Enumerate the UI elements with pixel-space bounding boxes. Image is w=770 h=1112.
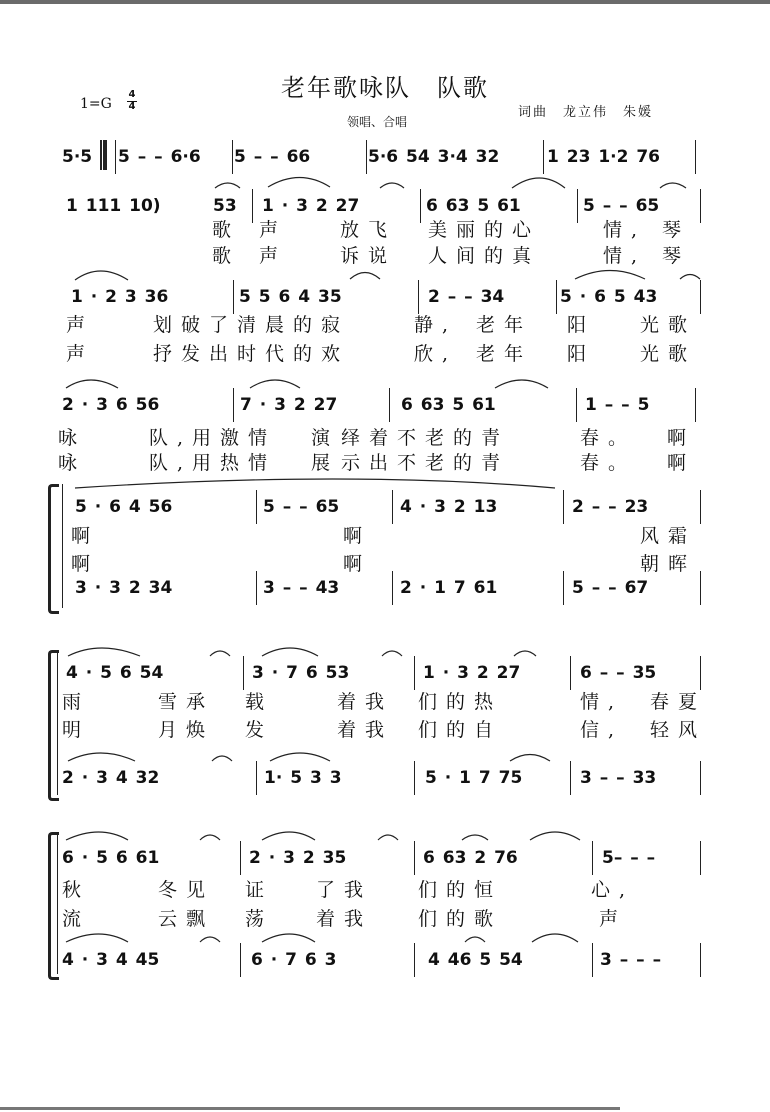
- note-group: 5 – – 65: [263, 497, 340, 517]
- lyric-text: 静,: [414, 314, 458, 336]
- note-group: 5·5: [62, 147, 93, 167]
- performance-note: 领唱、合唱: [347, 115, 408, 129]
- slur-long: [75, 479, 555, 488]
- lyric-text: 们的歌: [418, 908, 503, 930]
- slur: [66, 832, 128, 840]
- lyric-text: 风霜: [640, 525, 697, 547]
- lyric-text: 们的恒: [418, 879, 503, 901]
- song-title: 老年歌咏队 队歌: [281, 74, 489, 102]
- slur: [530, 832, 580, 840]
- lyric-text: 光歌: [640, 343, 697, 365]
- slur: [262, 648, 318, 656]
- note-group: 2 · 3 6 56: [62, 395, 160, 415]
- note-group: 5 – – 6·6: [118, 147, 201, 167]
- slur: [495, 380, 548, 388]
- slur: [350, 273, 380, 280]
- slur: [210, 651, 230, 656]
- lyric-text: 声: [66, 314, 95, 336]
- lyric-text: 流: [62, 908, 91, 930]
- lyric-text: 队,用激: [149, 427, 249, 449]
- lyric-text: 情: [248, 427, 277, 449]
- slur: [66, 934, 128, 942]
- slur: [465, 937, 485, 942]
- note-group: 3 – – 33: [580, 768, 657, 788]
- lyric-text: 诉说: [340, 245, 397, 267]
- note-group: 4 · 3 2 13: [400, 497, 498, 517]
- slur: [215, 183, 240, 188]
- slur: [575, 271, 645, 280]
- note-group: 5 – – 67: [572, 578, 649, 598]
- note-group: 4 · 3 4 45: [62, 950, 160, 970]
- note-group: 2 – – 34: [428, 287, 505, 307]
- note-group: 4 · 5 6 54: [66, 663, 164, 683]
- slur: [262, 934, 315, 942]
- lyric-text: 老年: [476, 314, 533, 336]
- slur: [514, 651, 536, 656]
- credits: 词曲 龙立伟 朱媛: [518, 105, 654, 120]
- lyric-text: 队,用热: [149, 452, 249, 474]
- lyric-text: 冬见: [158, 879, 215, 901]
- note-group: 2 · 3 4 32: [62, 768, 160, 788]
- lyric-text: 美丽的心: [428, 219, 541, 241]
- note-group: 5 5 6 4 35: [239, 287, 342, 307]
- lyric-text: 情,: [580, 691, 624, 713]
- note-group: 5 · 6 4 56: [75, 497, 173, 517]
- note-group: 6 – – 35: [580, 663, 657, 683]
- lyric-text: 声: [259, 245, 288, 267]
- lyric-text: 心,: [591, 879, 635, 901]
- note-group: 7 · 3 2 27: [240, 395, 338, 415]
- note-group: 5 · 6 5 43: [560, 287, 658, 307]
- note-group: 3 · 7 6 53: [252, 663, 350, 683]
- lyric-text: 朝晖: [640, 553, 697, 575]
- time-signature-bottom: 4: [128, 101, 136, 112]
- note-group: 2 – – 23: [572, 497, 649, 517]
- lyric-text: 光歌: [640, 314, 697, 336]
- note-group: 5 – – 66: [234, 147, 311, 167]
- lyric-text: 情,: [603, 219, 647, 241]
- lyric-text: 抒发出时代的欢: [153, 343, 350, 365]
- lyric-text: 啊: [343, 525, 372, 547]
- lyric-text: 啊: [343, 553, 372, 575]
- lyric-text: 春。: [580, 427, 637, 449]
- note-group: 4 46 5 54: [428, 950, 523, 970]
- note-group: 6 63 5 61: [426, 196, 521, 216]
- lyric-text: 云飘: [158, 908, 215, 930]
- slur: [382, 651, 402, 656]
- lyric-text: 们的自: [418, 719, 503, 741]
- lyric-text: 情,: [603, 245, 647, 267]
- lyric-text: 着我: [337, 691, 394, 713]
- lyric-text: 放飞: [340, 219, 397, 241]
- slur: [66, 380, 118, 388]
- lyric-text: 了我: [316, 879, 373, 901]
- lyric-text: 展: [311, 452, 340, 474]
- note-group: 5 · 1 7 75: [425, 768, 523, 788]
- lyric-text: 载: [245, 691, 274, 713]
- lyric-text: 春。: [580, 452, 637, 474]
- slur: [378, 835, 398, 840]
- note-group: 3 – – 43: [263, 578, 340, 598]
- lyric-text: 欣,: [414, 343, 458, 365]
- note-group: 1 · 3 2 27: [262, 196, 360, 216]
- lyric-text: 雨: [62, 691, 91, 713]
- note-group: 6 63 2 76: [423, 848, 518, 868]
- lyric-text: 月焕: [158, 719, 215, 741]
- lyric-text: 老年: [476, 343, 533, 365]
- lyric-text: 琴: [662, 219, 691, 241]
- slur: [532, 934, 578, 942]
- lyric-text: 信,: [580, 719, 624, 741]
- lyric-text: 秋: [62, 879, 91, 901]
- lyric-text: 阳: [567, 343, 596, 365]
- slur: [268, 178, 330, 188]
- slur: [68, 648, 140, 656]
- lyric-text: 咏: [58, 427, 87, 449]
- time-signature-top: 4: [128, 89, 136, 100]
- note-group: 5 – – 65: [583, 196, 660, 216]
- lyric-text: 声: [599, 908, 628, 930]
- lyric-text: 声: [259, 219, 288, 241]
- key-signature: 1=G: [80, 96, 112, 112]
- slur: [262, 832, 315, 840]
- note-group: 1 111 10): [66, 196, 161, 216]
- lyric-text: 着我: [337, 719, 394, 741]
- lyric-text: 人间的真: [428, 245, 541, 267]
- lyric-text: 啊: [667, 452, 696, 474]
- lyric-text: 阳: [567, 314, 596, 336]
- lyric-text: 们的热: [418, 691, 503, 713]
- note-group: 5·6 54 3·4 32: [368, 147, 500, 167]
- bottom-border: [0, 1107, 620, 1110]
- lyric-text: 绎着不老的青: [341, 427, 510, 449]
- note-group: 1 · 3 2 27: [423, 663, 521, 683]
- lyric-text: 歌: [212, 219, 241, 241]
- slur: [250, 380, 300, 388]
- lyric-text: 春夏: [650, 691, 707, 713]
- note-group: 3 · 3 2 34: [75, 578, 173, 598]
- lyric-text: 雪承: [158, 691, 215, 713]
- lyric-text: 发: [245, 719, 274, 741]
- lyric-text: 划破了清晨的寂: [153, 314, 350, 336]
- slur: [462, 835, 488, 840]
- lyric-text: 啊: [667, 427, 696, 449]
- lyric-text: 轻风: [650, 719, 707, 741]
- lyric-text: 明: [62, 719, 91, 741]
- slur: [660, 183, 686, 188]
- slur: [212, 756, 232, 761]
- lyric-text: 证: [245, 879, 274, 901]
- lyric-text: 着我: [316, 908, 373, 930]
- lyric-text: 荡: [245, 908, 274, 930]
- lyric-text: 啊: [71, 553, 100, 575]
- lyric-text: 演: [311, 427, 340, 449]
- lyric-text: 声: [66, 343, 95, 365]
- note-group: 3 – – –: [600, 950, 662, 970]
- note-group: 1 – – 5: [585, 395, 650, 415]
- note-group: 6 · 7 6 3: [251, 950, 337, 970]
- slur: [200, 835, 220, 840]
- note-group: 5– – –: [602, 848, 656, 868]
- lyric-text: 琴: [662, 245, 691, 267]
- slur: [200, 937, 220, 942]
- note-group: 2 · 3 2 35: [249, 848, 347, 868]
- note-group: 6 63 5 61: [401, 395, 496, 415]
- lyric-text: 示出不老的青: [341, 452, 510, 474]
- slur: [510, 755, 550, 762]
- lyric-text: 情: [248, 452, 277, 474]
- slur: [380, 183, 404, 188]
- note-group: 1· 5 3 3: [264, 768, 342, 788]
- slur: [68, 753, 135, 761]
- note-group: 1 · 2 3 36: [71, 287, 169, 307]
- note-group: 1 23 1·2 76: [547, 147, 661, 167]
- slur: [512, 178, 565, 188]
- slur: [680, 275, 700, 280]
- slur: [75, 271, 128, 280]
- lyric-text: 啊: [71, 525, 100, 547]
- lyric-text: 咏: [58, 452, 87, 474]
- note-group: 53: [213, 196, 237, 216]
- lyric-text: 歌: [212, 245, 241, 267]
- note-group: 6 · 5 6 61: [62, 848, 160, 868]
- note-group: 2 · 1 7 61: [400, 578, 498, 598]
- slur: [270, 753, 330, 761]
